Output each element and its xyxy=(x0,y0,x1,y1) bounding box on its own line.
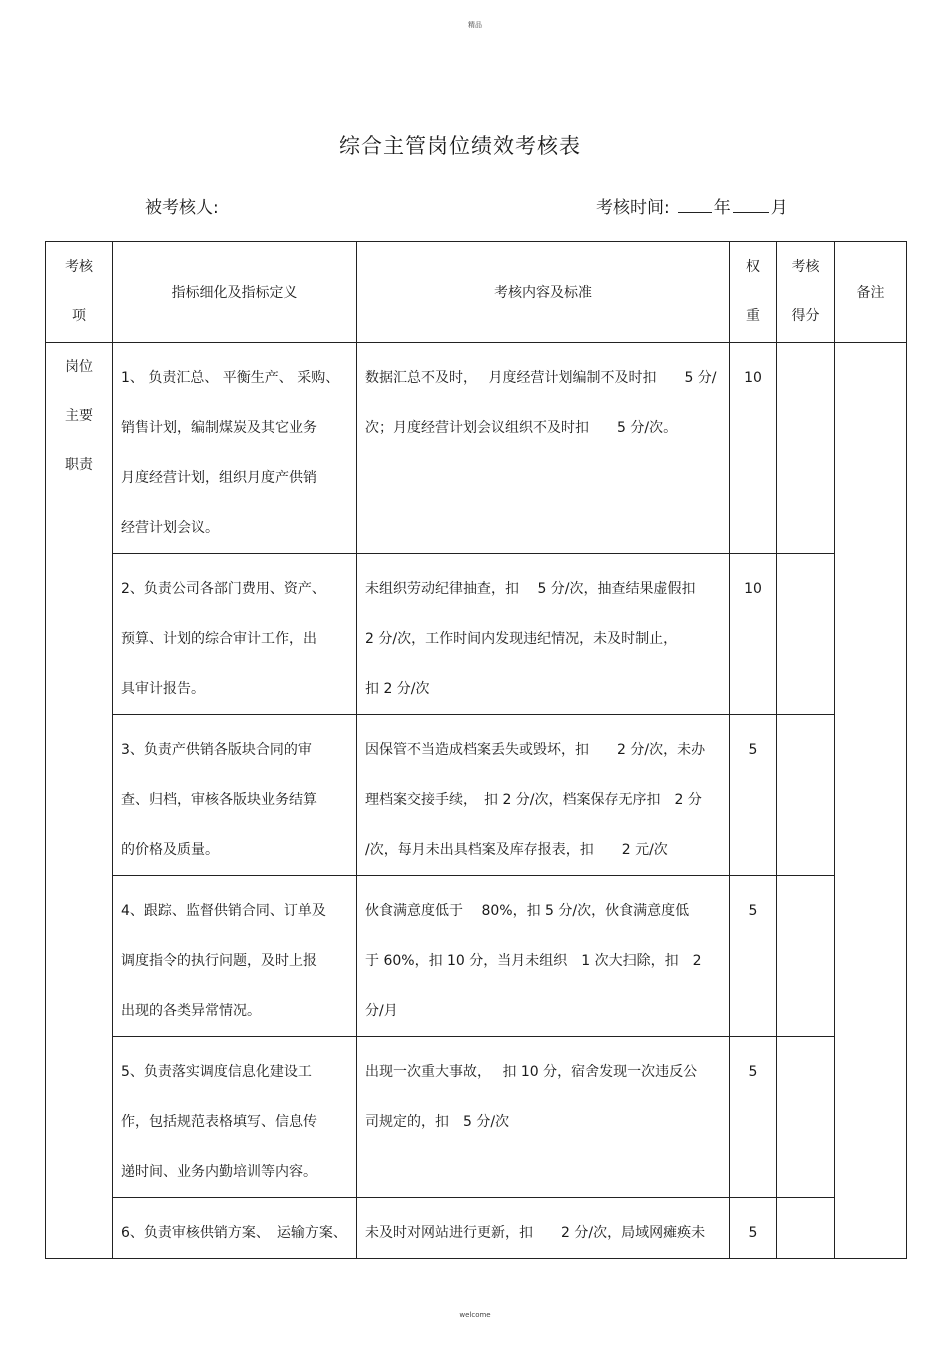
score-cell[interactable] xyxy=(777,343,835,554)
table-row xyxy=(46,343,907,554)
table-row xyxy=(46,876,907,1037)
header-content: 考核内容及标准 xyxy=(357,242,730,343)
weight-cell: 5 xyxy=(730,715,777,876)
document-title: 综合主管岗位绩效考核表 xyxy=(339,134,581,158)
table-row xyxy=(46,554,907,715)
score-cell[interactable] xyxy=(777,1198,835,1259)
weight-cell: 10 xyxy=(730,554,777,715)
score-cell[interactable] xyxy=(777,715,835,876)
table-header-row xyxy=(46,242,907,343)
header-weight: 权 重 xyxy=(730,242,777,343)
content-cell: 因保管不当造成档案丢失或毁坏，扣 2 分/次，未办 理档案交接手续， 扣 2 分/次，档案保存无序扣 2 分 /次，每月未出具档案及库存报表，扣 2 元/次 xyxy=(357,715,730,876)
assessment-table xyxy=(45,241,907,1259)
score-cell[interactable] xyxy=(777,876,835,1037)
indicator-cell: 5、负责落实调度信息化建设工 作，包括规范表格填写、信息传 递时间、业务内勤培训等内容。 xyxy=(113,1037,357,1198)
page-footer-mark: welcome xyxy=(459,1311,491,1319)
indicator-cell: 2、负责公司各部门费用、资产、 预算、计划的综合审计工作，出 具审计报告。 xyxy=(113,554,357,715)
score-cell[interactable] xyxy=(777,554,835,715)
remark-cell[interactable] xyxy=(835,343,907,1259)
month-blank xyxy=(733,198,769,213)
table-row xyxy=(46,1037,907,1198)
month-label: 月 xyxy=(770,198,788,218)
examinee-label: 被考核人: xyxy=(145,198,219,218)
header-item: 考核 项 xyxy=(46,242,113,343)
category-cell: 岗位 主要 职责 xyxy=(46,343,113,1259)
indicator-cell: 3、负责产供销各版块合同的审 查、归档，审核各版块业务结算 的价格及质量。 xyxy=(113,715,357,876)
year-label: 年 xyxy=(713,198,731,218)
content-cell: 未及时对网站进行更新，扣 2 分/次，局域网瘫痪未 xyxy=(357,1198,730,1259)
indicator-cell: 6、负责审核供销方案、 运输方案、 xyxy=(113,1198,357,1259)
assessment-time xyxy=(596,193,788,218)
header-remark: 备注 xyxy=(835,242,907,343)
assessment-time-label: 考核时间: xyxy=(596,198,670,218)
weight-cell: 10 xyxy=(730,343,777,554)
header-indicator: 指标细化及指标定义 xyxy=(113,242,357,343)
indicator-cell: 1、 负责汇总、 平衡生产、 采购、 销售计划，编制煤炭及其它业务 月度经营计划，组织月度产供销 经营计划会议。 xyxy=(113,343,357,554)
table-row xyxy=(46,715,907,876)
weight-cell: 5 xyxy=(730,1198,777,1259)
indicator-cell: 4、跟踪、监督供销合同、订单及 调度指令的执行问题，及时上报 出现的各类异常情况。 xyxy=(113,876,357,1037)
weight-cell: 5 xyxy=(730,876,777,1037)
score-cell[interactable] xyxy=(777,1037,835,1198)
content-cell: 伙食满意度低于 80%，扣 5 分/次，伙食满意度低 于 60%，扣 10 分，当月未组织 1 次大扫除，扣 2 分/月 xyxy=(357,876,730,1037)
content-cell: 未组织劳动纪律抽查，扣 5 分/次，抽查结果虚假扣 2 分/次，工作时间内发现违纪情况，未及时制止， 扣 2 分/次 xyxy=(357,554,730,715)
content-cell: 出现一次重大事故， 扣 10 分，宿舍发现一次违反公 司规定的，扣 5 分/次 xyxy=(357,1037,730,1198)
year-blank xyxy=(678,198,712,213)
content-cell: 数据汇总不及时， 月度经营计划编制不及时扣 5 分/ 次；月度经营计划会议组织不及时扣 5 分/次。 xyxy=(357,343,730,554)
table-row xyxy=(46,1198,907,1259)
header-score: 考核 得分 xyxy=(777,242,835,343)
page-header-mark: 精品 xyxy=(468,21,482,29)
weight-cell: 5 xyxy=(730,1037,777,1198)
